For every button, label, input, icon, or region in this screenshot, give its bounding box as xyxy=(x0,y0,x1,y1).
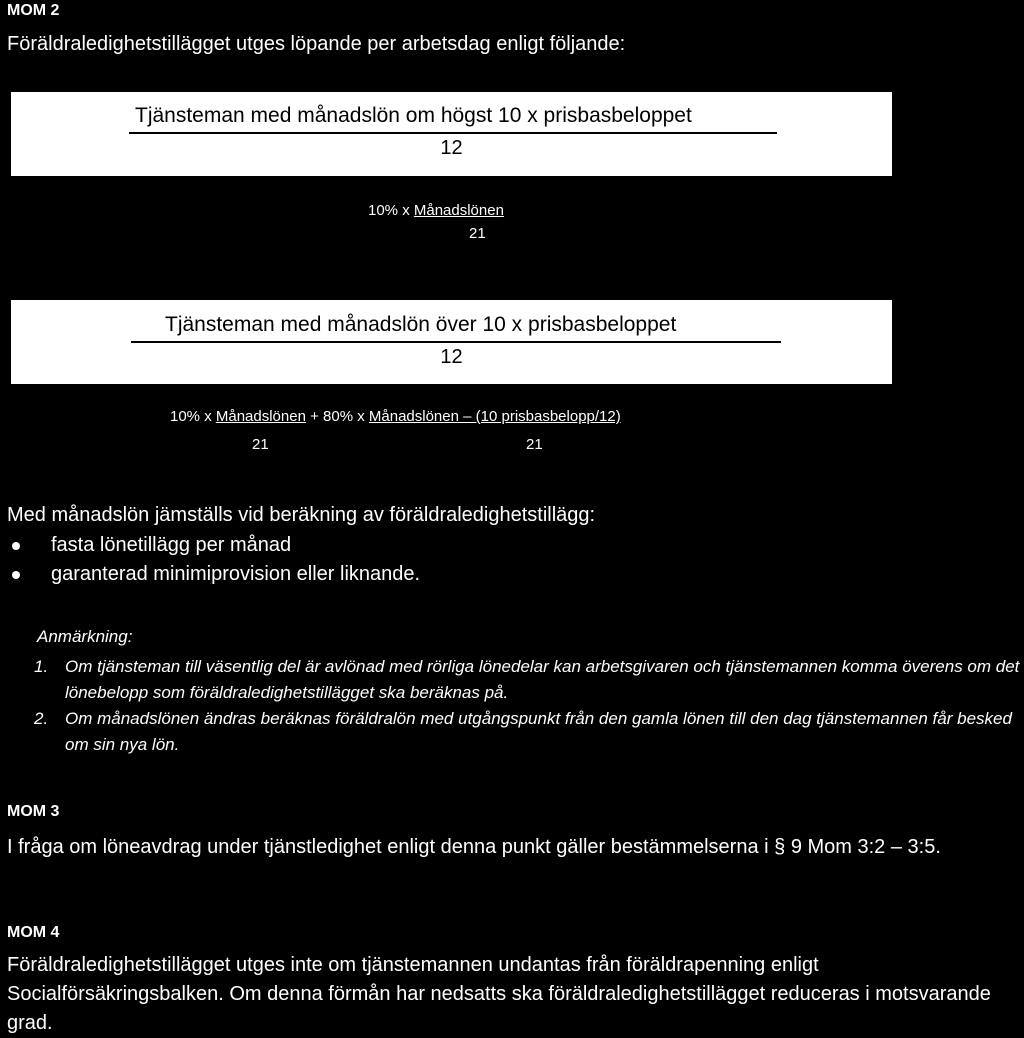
list-item: fasta lönetillägg per månad xyxy=(7,531,907,560)
note-list xyxy=(30,654,1020,758)
formula-2-calc: 10% x Månadslönen + 80% x Månadslönen – (10 prisbasbelopp/12) xyxy=(170,408,621,425)
note-item: 1. Om tjänsteman till väsentlig del är avlönad med rörliga lönedelar kan arbetsgivaren och tjänstemannen komma överens om det lönebelopp som föräldraledighetstillägget ska beräknas på. xyxy=(34,657,1020,702)
mom2-heading: MOM 2 xyxy=(7,2,60,19)
mom3-heading: MOM 3 xyxy=(7,803,60,820)
formula-box-1 xyxy=(11,92,892,176)
monthly-salary-term: Månadslönen xyxy=(215,408,306,425)
mom4-text: Föräldraledighetstillägget utges inte om tjänstemannen undantas från föräldrapenning enligt Socialförsäkringsbalken. Om denna förmån har nedsatts ska föräldraledighetstillägget reduceras i motsvarande grad. xyxy=(7,954,991,1034)
equal-intro: Med månadslön jämställs vid beräkning av föräldraledighetstillägg: xyxy=(7,504,596,526)
formula-1-title: Tjänsteman med månadslön om högst 10 x prisbasbeloppet xyxy=(135,104,692,127)
fraction-line xyxy=(129,132,777,134)
formula-1-denominator: 12 xyxy=(440,137,463,159)
formula-2-denominator: 12 xyxy=(440,346,463,368)
bullet-icon xyxy=(12,571,20,579)
mom2-intro: Föräldraledighetstillägget utges löpande per arbetsdag enligt följande: xyxy=(7,33,626,55)
formula-2-title: Tjänsteman med månadslön över 10 x prisbasbeloppet xyxy=(165,313,677,336)
note-label: Anmärkning: xyxy=(37,627,133,646)
mom3-text: I fråga om löneavdrag under tjänstledighet enligt denna punkt gäller bestämmelserna i § 9 Mom 3:2 – 3:5. xyxy=(7,836,941,858)
formula-2-calc-denominator-1: 21 xyxy=(252,436,269,453)
note-item: 2. Om månadslönen ändras beräknas föräldralön med utgångspunkt från den gamla lönen till den dag tjänstemannen får besked om sin nya lön. xyxy=(34,709,1012,754)
formula-2-calc-denominator-2: 21 xyxy=(526,436,543,453)
mom4-heading: MOM 4 xyxy=(7,924,60,941)
fraction-line xyxy=(131,341,781,343)
bullet-list xyxy=(7,531,907,589)
monthly-salary-term: Månadslönen xyxy=(413,202,504,219)
bullet-icon xyxy=(12,542,20,550)
monthly-salary-excess-term: Månadslönen – (10 prisbasbelopp/12) xyxy=(368,408,621,425)
formula-1-calc-denominator: 21 xyxy=(469,225,486,242)
formula-box-2 xyxy=(11,300,892,384)
formula-1-calc: 10% x Månadslönen xyxy=(368,202,504,219)
list-item: garanterad minimiprovision eller liknande. xyxy=(7,560,907,589)
